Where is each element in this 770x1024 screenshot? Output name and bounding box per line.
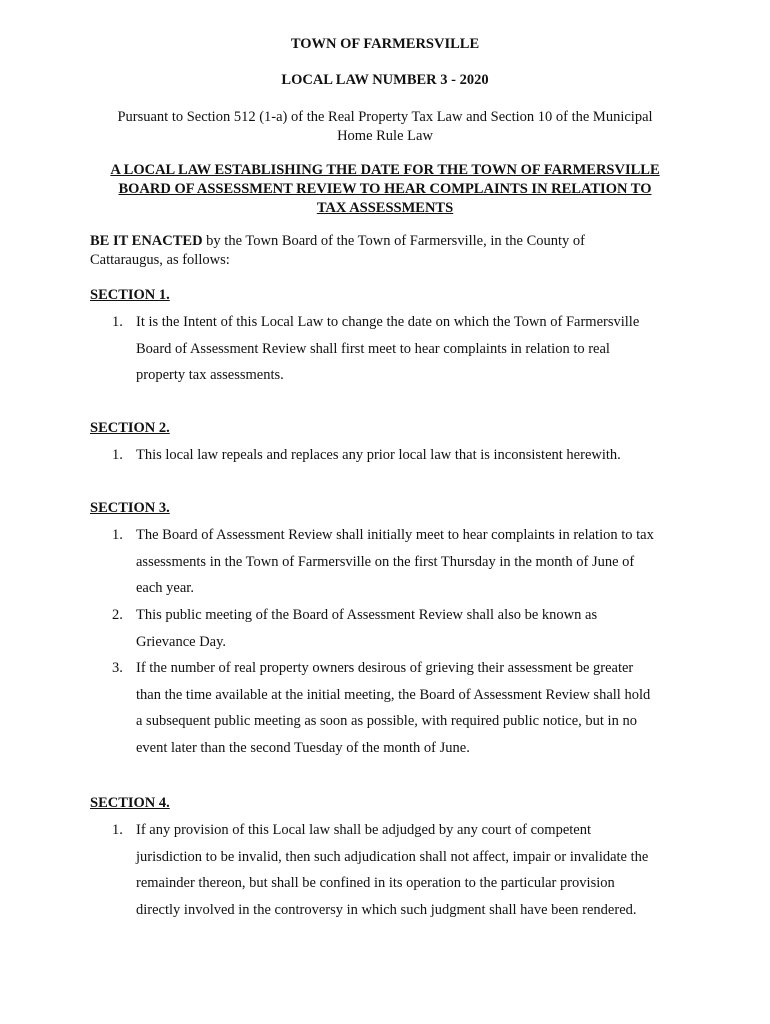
pursuant-statement [0,108,770,146]
section-heading: SECTION 1. [90,287,170,303]
item-line: This local law repeals and replaces any prior local law that is inconsistent herewith. [136,447,621,463]
law-title-line: A LOCAL LAW ESTABLISHING THE DATE FOR THE TOWN OF FARMERSVILLE [110,162,660,178]
item-line: assessments in the Town of Farmersville on the first Thursday in the month of June of [136,553,635,570]
item-number: 1. [112,314,123,330]
item-line: a subsequent public meeting as soon as possible, with required public notice, but in no [136,713,637,729]
item-line: remainder thereon, but shall be confined in its operation to the particular provision [136,875,615,891]
item-line: It is the Intent of this Local Law to change the date on which the Town of Farmersville [136,314,640,330]
item-line: event later than the second Tuesday of the month of June. [136,739,470,756]
pursuant-line: Home Rule Law [337,128,433,144]
law-title [0,161,770,218]
item-line: property tax assessments. [136,367,284,383]
section-heading: SECTION 4. [90,795,170,811]
town-title: TOWN OF FARMERSVILLE [290,36,480,52]
section-heading: SECTION 2. [90,420,170,436]
law-title-line: BOARD OF ASSESSMENT REVIEW TO HEAR COMPLAINTS IN RELATION TO [118,181,652,197]
section-heading: SECTION 3. [90,500,170,516]
enactment-clause [90,232,690,270]
item-line: directly involved in the controversy in which such judgment shall have been rendered. [136,901,637,918]
item-number: 3. [112,660,123,676]
law-number: LOCAL LAW NUMBER 3 - 2020 [281,72,489,88]
law-title-line: TAX ASSESSMENTS [316,200,454,216]
item-line: The Board of Assessment Review shall initially meet to hear complaints in relation to tax [136,527,654,543]
item-line: If the number of real property owners desirous of grieving their assessment be greater [136,660,634,676]
pursuant-line: Pursuant to Section 512 (1-a) of the Real Property Tax Law and Section 10 of the Municipal [117,109,653,125]
item-number: 1. [112,527,123,543]
item-number: 2. [112,607,123,623]
item-line: Board of Assessment Review shall first meet to hear complaints in relation to real [136,340,610,357]
item-line: If any provision of this Local law shall be adjudged by any court of competent [136,822,592,838]
item-line: This public meeting of the Board of Assessment Review shall also be known as [136,607,598,623]
enacted-text: by the Town Board of the Town of Farmersville, in the County of [202,233,585,249]
item-line: than the time available at the initial meeting, the Board of Assessment Review shall hold [136,686,651,703]
item-line: Grievance Day. [136,633,227,650]
item-line: jurisdiction to be invalid, then such adjudication shall not affect, impair or invalidate the [136,848,649,865]
item-number: 1. [112,447,123,463]
item-number: 1. [112,822,123,838]
item-line: each year. [136,580,194,596]
enacted-bold: BE IT ENACTED [90,233,203,249]
enacted-text-line2: Cattaraugus, as follows: [90,252,230,268]
